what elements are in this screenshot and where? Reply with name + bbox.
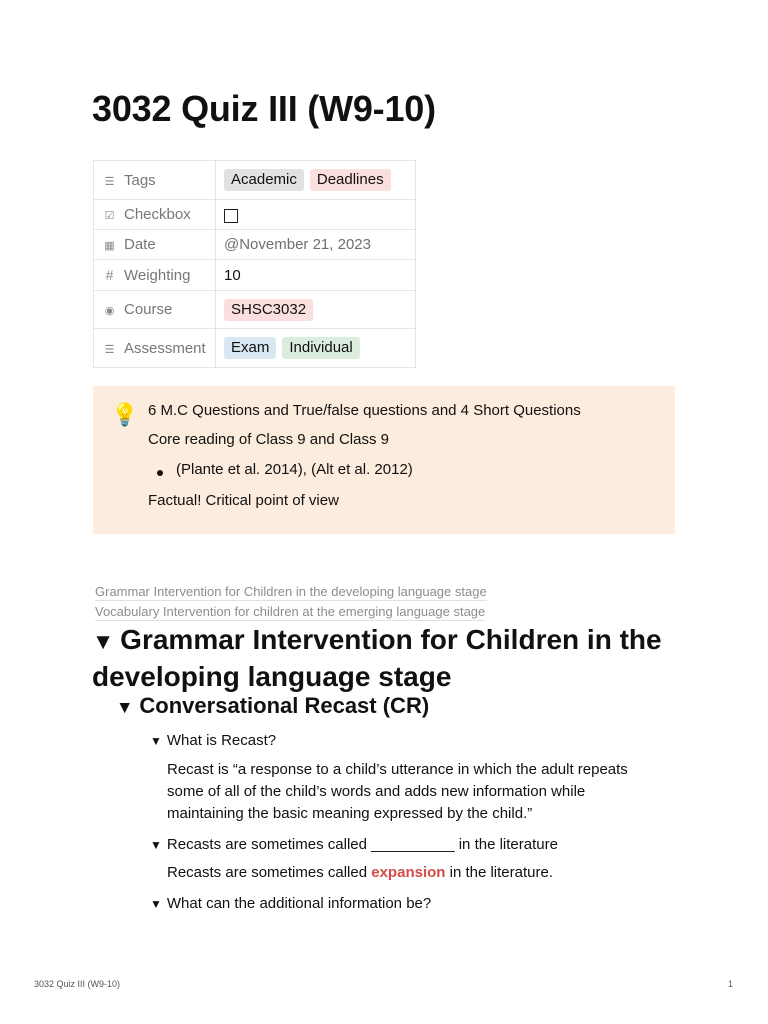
list-icon: ☰ — [104, 343, 115, 356]
footer-page-number: 1 — [728, 979, 734, 989]
toc-link-vocabulary[interactable]: Vocabulary Intervention for children at the emerging language stage — [95, 604, 486, 619]
property-key — [94, 161, 216, 200]
property-value[interactable] — [216, 329, 416, 368]
page-title: 3032 Quiz III (W9-10) — [92, 88, 436, 129]
property-row-date — [94, 230, 416, 260]
toggle-title: What is Recast? — [166, 732, 277, 749]
answer-highlight: expansion — [371, 864, 446, 881]
checkbox-icon: ☑ — [104, 210, 115, 222]
callout-block — [93, 386, 675, 534]
property-row-course — [94, 291, 416, 329]
number-icon: # — [105, 266, 114, 283]
property-value[interactable] — [216, 291, 416, 329]
tag-course[interactable]: SHSC3032 — [224, 299, 313, 321]
toggle-body: Recast is “a response to a child’s utterance in which the adult repeats some of all of the child’s words and adds new information while maintaining the basic meaning expressed by the child.” — [167, 761, 628, 822]
triangle-down-icon[interactable]: ▼ — [116, 697, 134, 717]
toggle-additional-info[interactable] — [150, 895, 431, 912]
tag-exam[interactable]: Exam — [224, 337, 276, 359]
property-key — [94, 200, 216, 230]
weighting-label: Weighting — [124, 266, 191, 284]
properties-table — [93, 160, 416, 368]
property-row-tags — [94, 161, 416, 200]
heading-1-text: Grammar Intervention for Children in the developing language stage — [92, 624, 662, 692]
checkbox-label: Checkbox — [124, 206, 191, 223]
weighting-value[interactable]: 10 — [216, 260, 416, 291]
property-row-weighting — [94, 260, 416, 291]
toggle-title: Recasts are sometimes called __________ in the literature — [166, 836, 558, 853]
toc-link-grammar[interactable]: Grammar Intervention for Children in the developing language stage — [95, 584, 487, 599]
answer-text: in the literature. — [445, 864, 553, 881]
triangle-down-icon[interactable]: ▼ — [150, 838, 162, 852]
toggle-title: What can the additional information be? — [166, 895, 432, 912]
lightbulb-icon: 💡 — [111, 402, 139, 427]
toggle-body — [167, 862, 553, 884]
bullet-dot — [157, 470, 163, 476]
list-icon: ☰ — [104, 175, 115, 188]
triangle-down-icon[interactable]: ▼ — [92, 629, 115, 654]
property-row-assessment — [94, 329, 416, 368]
date-label: Date — [124, 236, 156, 253]
calendar-icon: ▦ — [104, 240, 115, 252]
property-key — [94, 291, 216, 329]
property-key — [94, 329, 216, 368]
triangle-down-icon[interactable]: ▼ — [150, 734, 162, 748]
toggle-heading-1[interactable] — [92, 622, 768, 694]
assessment-label: Assessment — [124, 339, 206, 357]
toggle-recast-called[interactable] — [150, 836, 558, 853]
callout-line: Factual! Critical point of view — [148, 492, 339, 509]
property-key — [94, 230, 216, 260]
toggle-what-is-recast[interactable] — [150, 732, 276, 749]
callout-line: 6 M.C Questions and True/false questions and 4 Short Questions — [148, 402, 581, 419]
heading-2-text: Conversational Recast (CR) — [139, 693, 430, 718]
tag-academic[interactable]: Academic — [224, 169, 304, 191]
footer-title: 3032 Quiz III (W9-10) — [34, 979, 121, 989]
callout-line: Core reading of Class 9 and Class 9 — [148, 431, 389, 448]
course-label: Course — [124, 301, 173, 318]
tag-individual[interactable]: Individual — [282, 337, 359, 359]
property-value[interactable] — [216, 161, 416, 200]
answer-text: Recasts are sometimes called — [167, 864, 372, 881]
tag-deadlines[interactable]: Deadlines — [310, 169, 391, 191]
checkbox-input[interactable] — [224, 209, 238, 223]
property-row-checkbox — [94, 200, 416, 230]
toggle-heading-2[interactable] — [116, 693, 429, 719]
callout-bullet-item: (Plante et al. 2014), (Alt et al. 2012) — [176, 461, 413, 478]
triangle-down-icon[interactable]: ▼ — [150, 897, 162, 911]
tags-label: Tags — [124, 171, 156, 189]
property-key — [94, 260, 216, 291]
select-icon: ◉ — [104, 305, 115, 317]
date-value[interactable]: @November 21, 2023 — [216, 230, 416, 260]
property-value[interactable] — [216, 200, 416, 230]
